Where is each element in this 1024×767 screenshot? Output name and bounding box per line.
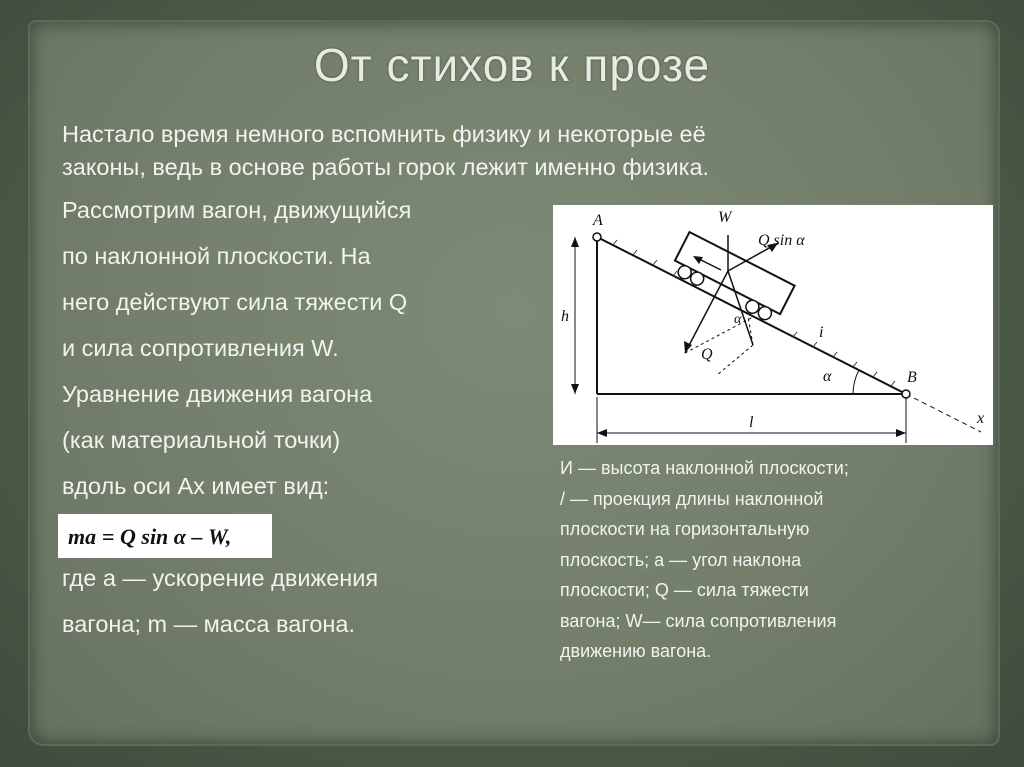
formula-rhs: Q sin α – W, [120, 524, 232, 549]
body-line: (как материальной точки) [62, 427, 341, 453]
length-arrow-right [896, 429, 906, 437]
length-arrow-left [597, 429, 607, 437]
slide-title: От стихов к прозе [313, 39, 711, 91]
caption-line: И — высота наклонной плоскости; [560, 458, 849, 478]
height-arrow-top [571, 237, 579, 247]
diagram-caption [560, 453, 990, 667]
body-line: где a — ускорение движения [62, 565, 379, 591]
label-x: x [977, 410, 985, 427]
caption-line: вагона; W— сила сопротивления [560, 610, 837, 631]
formula-svg [58, 514, 272, 558]
label-alpha-bottom: α [823, 368, 832, 385]
label-l: l [749, 414, 754, 431]
body-line: по наклонной плоскости. На [62, 243, 371, 269]
inclined-plane-diagram [553, 205, 993, 445]
body-line: Рассмотрим вагон, движущийся [62, 197, 412, 223]
label-a: A [593, 212, 603, 229]
point-a-marker [593, 233, 601, 241]
caption-line: / — проекция длины наклонной [560, 488, 824, 509]
caption-line: плоскости; Q — сила тяжести [560, 580, 809, 600]
body-line: вагона; m — масса вагона. [62, 611, 355, 637]
body-line: него действуют сила тяжести Q [62, 289, 408, 315]
intro-paragraph [62, 118, 962, 184]
caption-line: движению вагона. [560, 641, 712, 661]
label-q: Q [701, 346, 713, 363]
label-b: B [907, 369, 917, 386]
body-line: вдоль оси Ax имеет вид: [62, 473, 330, 499]
body-line: и сила сопротивления W. [62, 335, 339, 361]
formula-box [58, 514, 272, 558]
projection-dashed-1 [717, 345, 753, 375]
angle-arc [853, 370, 859, 394]
axis-x-dashed [906, 394, 981, 432]
slope-line [597, 237, 906, 394]
formula-lhs: ma [68, 524, 97, 549]
label-q-sin: Q sin α [758, 232, 805, 249]
formula-eq: = [102, 524, 115, 549]
diagram-svg [553, 205, 993, 445]
label-i: i [819, 324, 824, 341]
body-line: Уравнение движения вагона [62, 381, 373, 407]
point-b-marker [902, 390, 910, 398]
label-w: W [718, 209, 732, 226]
caption-line: плоскость; а — угол наклона [560, 549, 802, 570]
force-q-line [685, 271, 728, 353]
intro-line: законы, ведь в основе работы горок лежит именно физика. [62, 154, 710, 180]
height-arrow-bottom [571, 384, 579, 394]
label-h: h [561, 308, 569, 325]
intro-line: Настало время немного вспомнить физику и некоторые её [62, 121, 706, 147]
caption-line: плоскости на горизонтальную [560, 519, 810, 539]
label-alpha-top: α [734, 312, 742, 327]
